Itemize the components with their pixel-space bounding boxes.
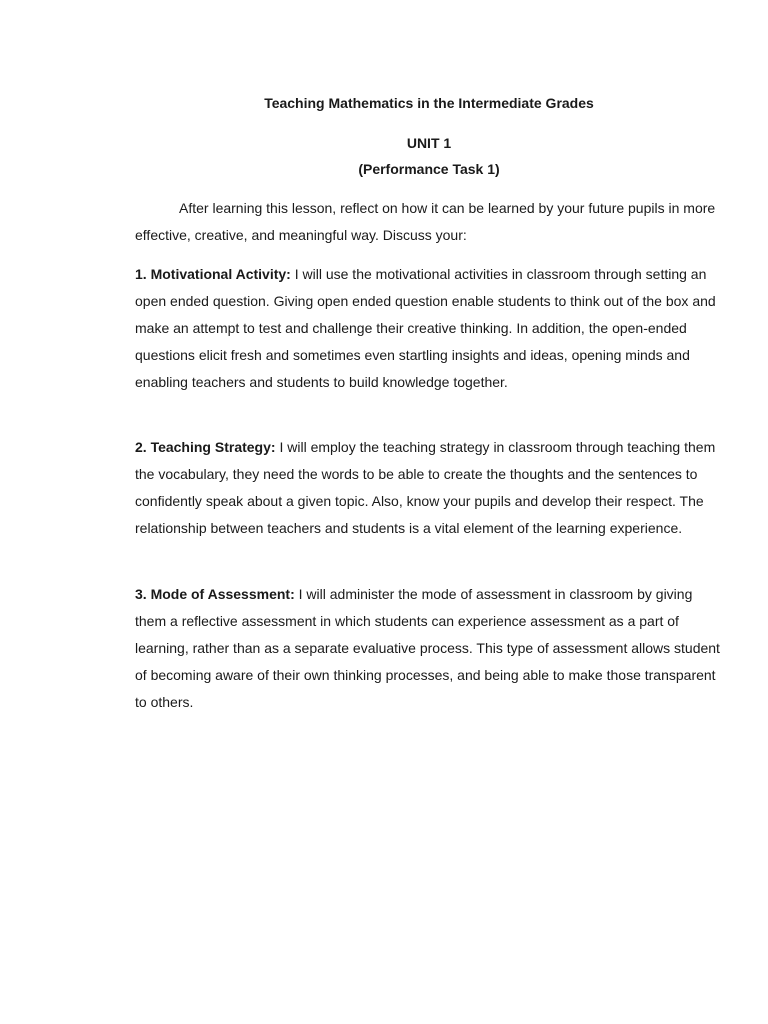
teaching-strategy-body: I will employ the teaching strategy in classroom through teaching them the vocabulary, they need the words to be able to create the thoughts and the sentences to confidently speak about a given topic. Also, know your pupils and develop their respect. The relationship between teachers and students is a vital element of the learning experience. [135,439,716,536]
teaching-strategy-paragraph [135,434,725,542]
task-heading: (Performance Task 1) [358,161,500,177]
mode-of-assessment-body: I will administer the mode of assessment in classroom by giving them a reflective assessment in which students can experience assessment as a part of learning, rather than as a separate evaluative process. This type of assessment allows student of becoming aware of their own thinking processes, and being able to make those transparent to others. [135,586,720,710]
motivational-activity-heading: 1. Motivational Activity: [135,266,291,282]
teaching-strategy-heading: 2. Teaching Strategy: [135,439,276,455]
motivational-activity-paragraph [135,261,725,396]
unit-heading: UNIT 1 [406,135,452,151]
motivational-activity-body: I will use the motivational activities in classroom through setting an open ended question. Giving open ended question enable students to think out of the box and make an attempt to test and challenge their creative thinking. In addition, the open-ended questions elicit fresh and sometimes even startling insights and ideas, opening minds and enabling teachers and students to build knowledge together. [135,266,716,390]
document-title: Teaching Mathematics in the Intermediate Grades [264,95,594,111]
mode-of-assessment-heading: 3. Mode of Assessment: [135,586,295,602]
intro-paragraph: After learning this lesson, reflect on how it can be learned by your future pupils in more effective, creative, and meaningful way. Discuss your: [135,200,716,243]
mode-of-assessment-paragraph [135,581,725,716]
